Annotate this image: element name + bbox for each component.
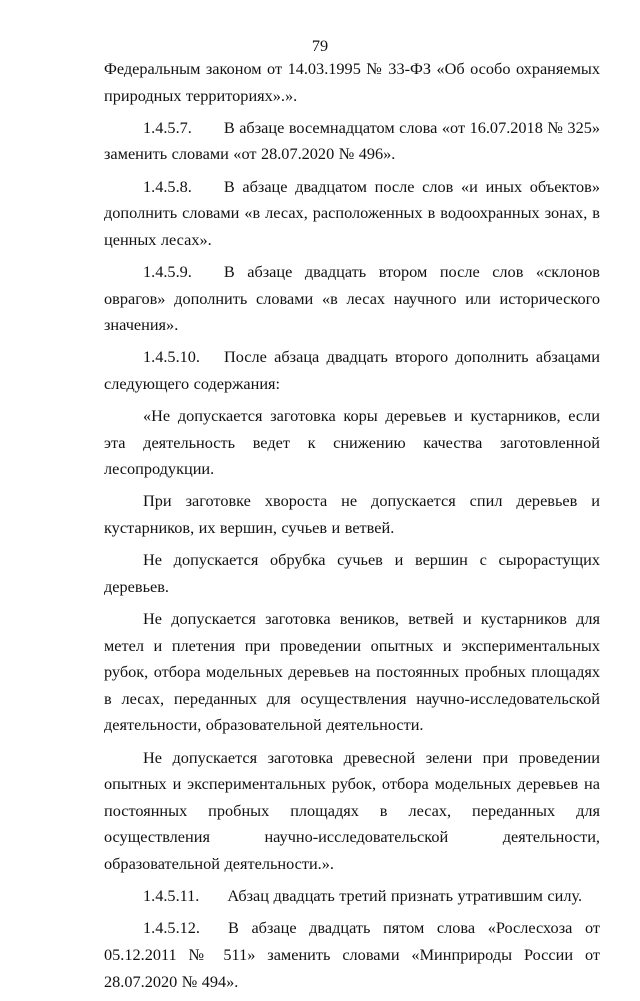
section-number: 1.4.5.11.	[143, 886, 200, 906]
quoted-paragraph-brooms	[104, 606, 600, 739]
quoted-paragraph-greenery	[104, 745, 600, 878]
paragraph-text: При заготовке хвороста не допускается спил деревьев и кустарников, их вершин, сучьев и ветвей.	[104, 491, 600, 538]
section-number: 1.4.5.9.	[143, 261, 192, 281]
page-number: 79	[311, 36, 329, 55]
paragraph-continuation	[104, 56, 600, 109]
section-number: 1.4.5.10.	[143, 347, 200, 367]
section-number: 1.4.5.8.	[143, 176, 192, 196]
paragraph-1-4-5-11	[104, 883, 600, 910]
paragraph-text: Не допускается заготовка веников, ветвей и кустарников для метел и плетения при проведении опытных и экспериментальных рубок, отбора модельных деревьев на постоянных пробных площадях в лесах, переданных для осуществления научно-исследовательской деятельности, образовательной деятельности.	[104, 609, 600, 735]
section-number: 1.4.5.12.	[143, 918, 200, 938]
paragraph-text: В абзаце восемнадцатом слова «от 16.07.2018 № 325» заменить словами «от 28.07.2020 № 496».	[104, 117, 600, 164]
quoted-paragraph-pruning	[104, 547, 600, 600]
paragraph-text: Не допускается обрубка сучьев и вершин с сырорастущих деревьев.	[104, 550, 600, 596]
paragraph-text: В абзаце двадцать втором после слов «склонов оврагов» дополнить словами «в лесах научного или исторического значения».	[104, 261, 600, 335]
paragraph-text: Абзац двадцать третий признать утратившим силу.	[227, 886, 583, 906]
paragraph-text: Федеральным законом от 14.03.1995 № 33-ФЗ «Об особо охраняемых природных территориях».».	[104, 59, 600, 105]
paragraph-1-4-5-12	[104, 915, 600, 995]
paragraph-1-4-5-8	[104, 174, 600, 254]
paragraph-1-4-5-10	[104, 344, 600, 397]
quoted-paragraph-brushwood	[104, 488, 600, 541]
paragraph-text: После абзаца двадцать второго дополнить абзацами следующего содержания:	[104, 347, 600, 393]
section-number: 1.4.5.7.	[143, 117, 192, 137]
paragraph-text: В абзаце двадцать пятом слова «Рослесхоза от 05.12.2011 № 511» заменить словами «Минприроды России от 28.07.2020 № 494».	[104, 918, 600, 991]
paragraph-1-4-5-7	[104, 115, 600, 168]
paragraph-text: «Не допускается заготовка коры деревьев и кустарников, если эта деятельность ведет к снижению качества заготовленной лесопродукции.	[104, 406, 600, 479]
quoted-paragraph-bark	[104, 403, 600, 483]
paragraph-text: Не допускается заготовка древесной зелени при проведении опытных и экспериментальных рубок, отбора модельных деревьев на постоянных пробных площадях в лесах, переданных для осуществления научно-исследовательской деятельности, образовательной деятельности.».	[104, 747, 600, 873]
document-body	[104, 56, 600, 1001]
paragraph-1-4-5-9	[104, 259, 600, 339]
paragraph-text: В абзаце двадцатом после слов «и иных объектов» дополнить словами «в лесах, расположенных в водоохранных зонах, в ценных лесах».	[104, 176, 600, 249]
